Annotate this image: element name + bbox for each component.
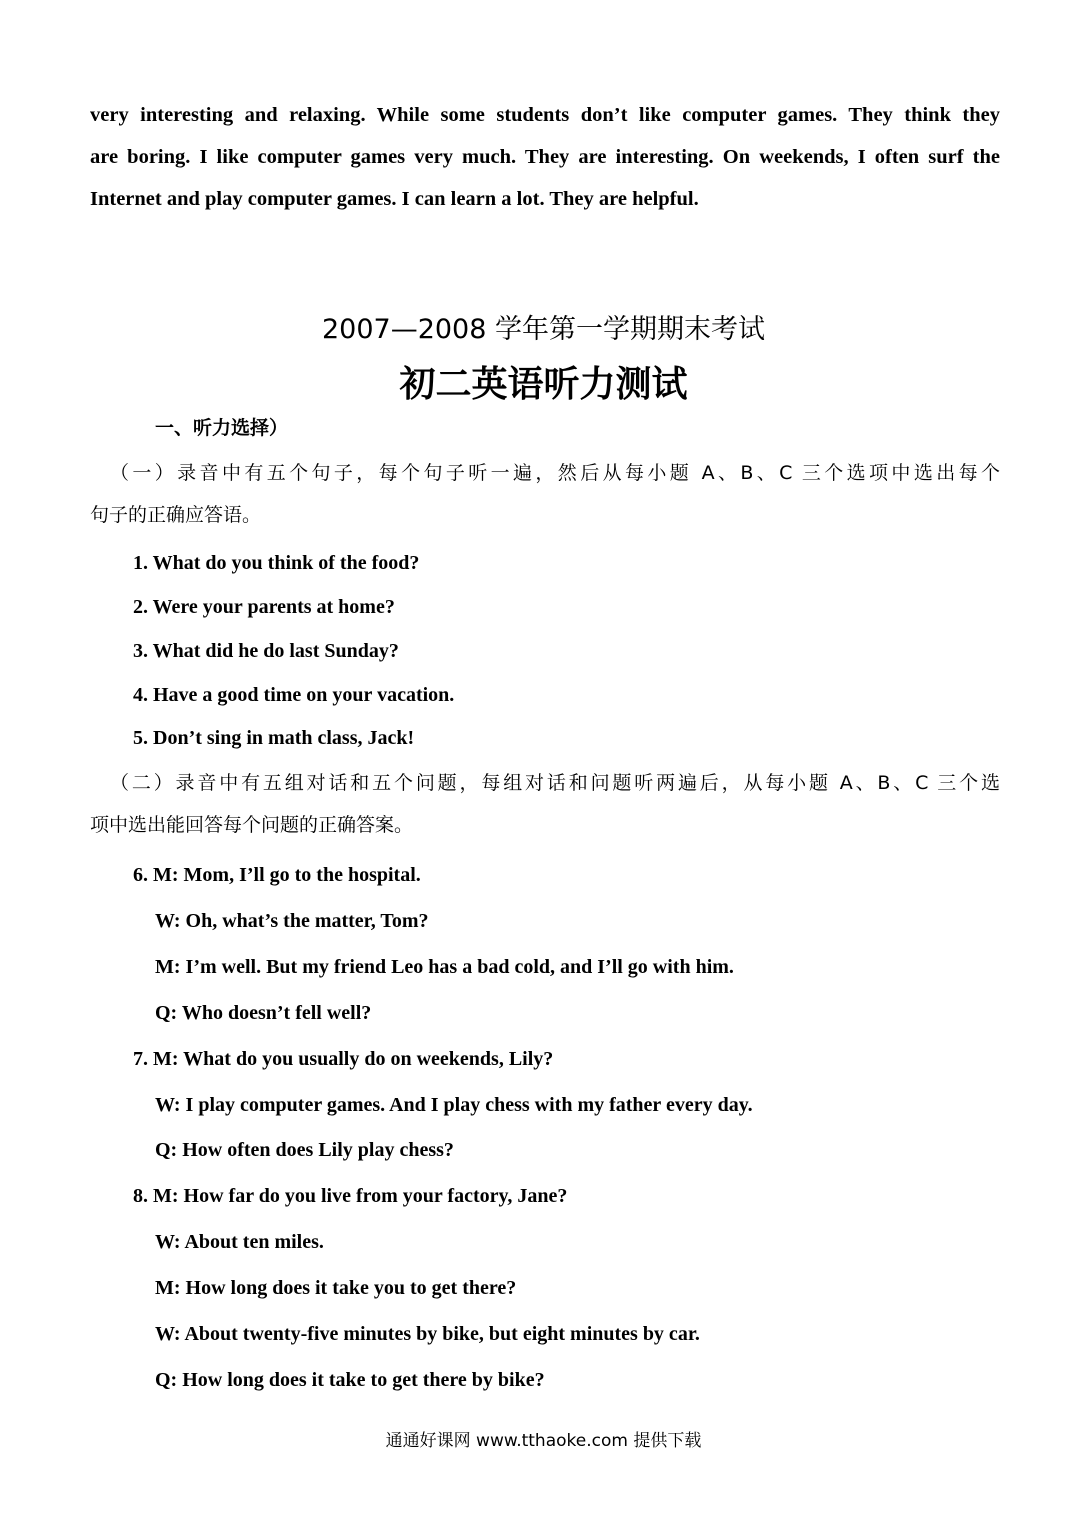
page-footer: 通通好课网 www.tthaoke.com 提供下载 — [385, 1431, 702, 1451]
dialogue-line: 8. M: How far do you live from your factory, Jane? — [133, 1185, 568, 1207]
question-item: 5. Don’t sing in math class, Jack! — [133, 727, 415, 749]
paragraph-line: very interesting and relaxing. While some students don’t like computer games. They think they — [90, 104, 1000, 126]
dialogue-line: M: How long does it take you to get there? — [155, 1277, 517, 1299]
intro-paragraph — [90, 94, 1000, 220]
instruction-line: （一）录音中有五个句子，每个句子听一遍，然后从每小题 A、B、C 三个选项中选出每个 — [110, 462, 1000, 484]
question-item: 2. Were your parents at home? — [133, 596, 395, 618]
dialogue-line: 7. M: What do you usually do on weekends, Lily? — [133, 1048, 554, 1070]
part2-instruction — [90, 762, 1000, 846]
exam-subtitle: 初二英语听力测试 — [399, 364, 688, 405]
dialogue-question: Q: How often does Lily play chess? — [155, 1139, 454, 1161]
question-item: 4. Have a good time on your vacation. — [133, 684, 455, 706]
dialogue-line: 6. M: Mom, I’ll go to the hospital. — [133, 864, 421, 886]
question-item: 1. What do you think of the food? — [133, 552, 420, 574]
exam-title: 2007—2008 学年第一学期期末考试 — [321, 314, 765, 345]
instruction-line: （二）录音中有五组对话和五个问题，每组对话和问题听两遍后，从每小题 A、B、C 三个选 — [110, 772, 1000, 794]
part1-instruction — [90, 452, 1000, 536]
section-heading: 一、听力选择） — [155, 417, 289, 439]
dialogue-line: W: Oh, what’s the matter, Tom? — [155, 910, 429, 932]
question-item: 3. What did he do last Sunday? — [133, 640, 399, 662]
dialogue-line: W: About twenty-five minutes by bike, but eight minutes by car. — [155, 1323, 700, 1345]
dialogue-question: Q: How long does it take to get there by bike? — [155, 1369, 545, 1391]
dialogue-line: M: I’m well. But my friend Leo has a bad cold, and I’ll go with him. — [155, 956, 734, 978]
paragraph-line: are boring. I like computer games very much. They are interesting. On weekends, I often surf the — [90, 146, 1000, 168]
dialogue-line: W: I play computer games. And I play chess with my father every day. — [155, 1094, 753, 1116]
instruction-line: 项中选出能回答每个问题的正确答案。 — [90, 814, 414, 836]
instruction-line: 句子的正确应答语。 — [90, 504, 262, 526]
paragraph-line: Internet and play computer games. I can learn a lot. They are helpful. — [90, 188, 699, 210]
dialogue-question: Q: Who doesn’t fell well? — [155, 1002, 372, 1024]
dialogue-line: W: About ten miles. — [155, 1231, 324, 1253]
